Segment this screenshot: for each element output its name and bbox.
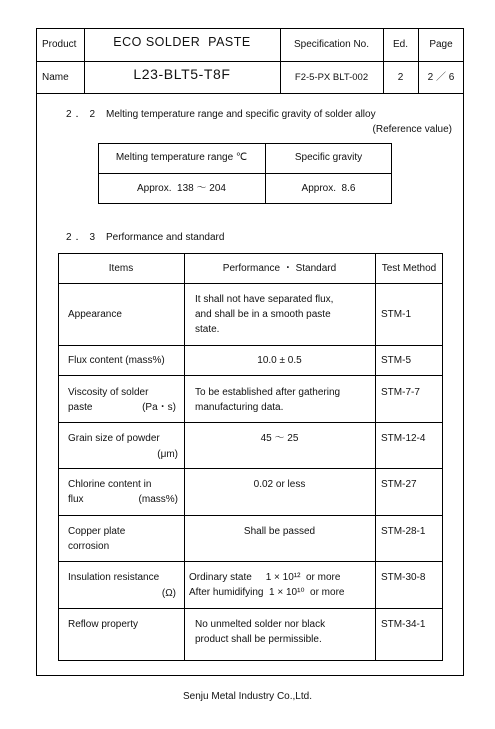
row-chlorine-performance: 0.02 or less bbox=[253, 479, 306, 490]
spec-value: F2-5-PX BLT-002 bbox=[294, 72, 369, 83]
row-flux-performance: 10.0 ± 0.5 bbox=[257, 355, 302, 366]
ed-value: 2 bbox=[397, 72, 404, 83]
section-22-note: (Reference value) bbox=[372, 124, 452, 135]
row-viscosity-unit: (Pa・s) bbox=[142, 402, 176, 413]
specific-gravity-header: Specific gravity bbox=[294, 152, 363, 163]
name-value: L23-BLT5-T8F bbox=[133, 66, 231, 82]
footer-company: Senju Metal Industry Co.,Ltd. bbox=[183, 691, 312, 702]
row-flux-item: Flux content (mass%) bbox=[68, 355, 165, 366]
performance-header: Performance ・ Standard bbox=[222, 263, 337, 274]
section-22-number: 2．2 bbox=[66, 109, 100, 120]
row-reflow-method: STM-34-1 bbox=[381, 619, 426, 630]
row-copper-method: STM-28-1 bbox=[381, 526, 426, 537]
row-copper-item: Copper plate corrosion bbox=[68, 526, 126, 552]
melting-temp-value: Approx. 138 ～ 204 bbox=[137, 183, 226, 194]
spec-label: Specification No. bbox=[293, 39, 370, 50]
row-grain-method: STM-12-4 bbox=[381, 433, 426, 444]
row-viscosity-method: STM-7-7 bbox=[381, 387, 420, 398]
row-insulation-performance: Ordinary state 1 × 10¹² or more After humidifying 1 × 10¹⁰ or more bbox=[189, 572, 345, 598]
row-insulation-item: Insulation resistance bbox=[68, 572, 160, 583]
row-grain-unit: (μm) bbox=[157, 449, 178, 460]
row-copper-performance: Shall be passed bbox=[243, 526, 316, 537]
section-23-title: Performance and standard bbox=[106, 232, 225, 243]
header-divider bbox=[36, 61, 464, 62]
product-label: Product bbox=[42, 39, 77, 50]
row-flux-method: STM-5 bbox=[381, 355, 411, 366]
row-insulation-method: STM-30-8 bbox=[381, 572, 426, 583]
row-insulation-unit: (Ω) bbox=[161, 588, 176, 599]
perf-row-sep bbox=[58, 468, 443, 469]
page-value: 2 ／ 6 bbox=[427, 72, 455, 83]
section-23-number: 2．3 bbox=[66, 232, 100, 243]
name-label: Name bbox=[42, 72, 69, 83]
row-chlorine-item: Chlorine content in flux bbox=[68, 479, 152, 505]
row-reflow-item: Reflow property bbox=[68, 619, 139, 630]
row-viscosity-item: Viscosity of solder paste bbox=[68, 387, 149, 413]
perf-row-sep bbox=[58, 422, 443, 423]
specific-gravity-value: Approx. 8.6 bbox=[301, 183, 356, 194]
row-appearance-method: STM-1 bbox=[381, 309, 411, 320]
row-appearance-item: Appearance bbox=[68, 309, 122, 320]
row-appearance-performance: It shall not have separated flux, and shall be in a smooth paste state. bbox=[195, 294, 334, 335]
row-grain-item: Grain size of powder bbox=[68, 433, 160, 444]
method-header: Test Method bbox=[381, 263, 437, 274]
section-22-title: Melting temperature range and specific gravity of solder alloy bbox=[106, 109, 376, 120]
items-header: Items bbox=[108, 263, 134, 274]
row-chlorine-method: STM-27 bbox=[381, 479, 417, 490]
page-label: Page bbox=[429, 39, 453, 50]
perf-row-sep bbox=[58, 345, 443, 346]
product-value: ECO SOLDER PASTE bbox=[113, 35, 251, 49]
row-viscosity-performance: To be established after gathering manufacturing data. bbox=[195, 387, 341, 413]
perf-col-sep-2 bbox=[375, 253, 376, 661]
ed-label: Ed. bbox=[392, 39, 408, 50]
melting-temp-header: Melting temperature range ℃ bbox=[115, 152, 248, 163]
perf-row-sep bbox=[58, 561, 443, 562]
perf-row-sep bbox=[58, 608, 443, 609]
perf-row-sep bbox=[58, 515, 443, 516]
row-grain-performance: 45 ～ 25 bbox=[260, 433, 299, 444]
row-chlorine-unit: (mass%) bbox=[138, 494, 178, 505]
perf-row-sep bbox=[58, 375, 443, 376]
perf-col-sep-1 bbox=[184, 253, 185, 661]
melting-table-divider bbox=[98, 173, 392, 174]
row-reflow-performance: No unmelted solder nor black product shall be permissible. bbox=[195, 619, 326, 645]
perf-row-sep bbox=[58, 283, 443, 284]
